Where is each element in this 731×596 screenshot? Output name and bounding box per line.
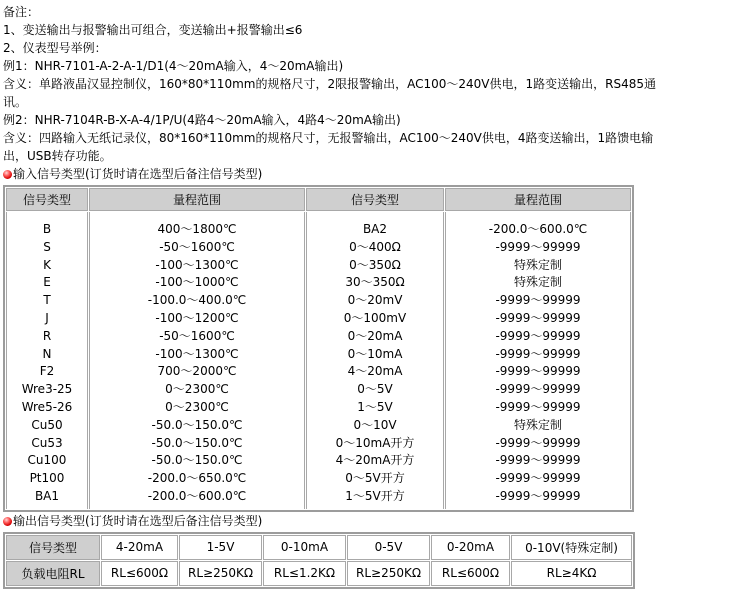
header-range-left: 量程范围 xyxy=(89,188,305,211)
output-signal-type: 0-10V(特殊定制) xyxy=(511,535,632,560)
signal-type-value: S xyxy=(43,239,51,254)
load-resistance-value: RL≥4KΩ xyxy=(511,561,632,586)
signal-type-value: Cu53 xyxy=(31,435,63,450)
signal-type-value: 0～10V xyxy=(353,417,397,432)
range-value: -9999～99999 xyxy=(495,364,581,379)
load-resistance-value: RL≤600Ω xyxy=(431,561,510,586)
red-dot-icon xyxy=(3,517,12,526)
input-section-title xyxy=(3,166,731,183)
signal-type-value: 0～20mV xyxy=(347,293,403,308)
signal-type-value: BA1 xyxy=(34,488,60,503)
output-signal-type: 0-10mA xyxy=(263,535,346,560)
range-value: -9999～99999 xyxy=(495,453,581,468)
range-value: -50.0～150.0℃ xyxy=(151,435,243,450)
signal-type-value: T xyxy=(43,293,51,308)
signal-type-value: 0～10mA开方 xyxy=(335,435,415,450)
column-left-ranges xyxy=(89,212,305,509)
signal-type-value: B xyxy=(42,222,52,236)
range-value: -100～1000℃ xyxy=(155,275,239,290)
left-signal-lines xyxy=(7,221,87,506)
header-signal-type-left: 信号类型 xyxy=(6,188,88,211)
range-value: 400～1800℃ xyxy=(157,222,237,236)
input-table-header-row xyxy=(6,188,631,211)
header-range-right: 量程范围 xyxy=(445,188,631,211)
right-signal-lines xyxy=(307,221,443,506)
note-line: 例1：NHR-7101-A-2-A-1/D1(4～20mA输入，4～20mA输出) xyxy=(3,59,344,73)
range-value: -100～1300℃ xyxy=(155,346,239,361)
range-value: -100～1200℃ xyxy=(155,310,239,325)
range-value: -9999～99999 xyxy=(495,293,581,308)
range-value: 0～2300℃ xyxy=(165,382,229,397)
signal-type-value: N xyxy=(42,346,52,361)
signal-type-value: 1～5V xyxy=(357,399,393,414)
notes-block xyxy=(3,3,731,165)
note-line: 含义：单路液晶汉显控制仪，160*80*110mm的规格尺寸，2限报警输出，AC100～240V供电，1路变送输出，RS485通 xyxy=(3,77,656,91)
signal-type-value: 0～400Ω xyxy=(349,239,401,254)
load-resistance-value: RL≥250KΩ xyxy=(347,561,430,586)
output-load-row xyxy=(6,561,632,586)
column-right-signal-types xyxy=(306,212,444,509)
signal-type-value: R xyxy=(42,328,52,343)
range-value: -50～1600℃ xyxy=(159,328,235,343)
range-value: -9999～99999 xyxy=(495,435,581,450)
signal-type-value: K xyxy=(43,257,51,272)
signal-type-value: 0～5V开方 xyxy=(345,471,405,486)
range-value: -9999～99999 xyxy=(495,471,581,486)
range-value: -9999～99999 xyxy=(495,310,581,325)
output-row-label-load-resistance: 负载电阻RL xyxy=(6,561,100,586)
output-section-title-text: 输出信号类型(订货时请在选型后备注信号类型) xyxy=(13,513,263,528)
range-value: -100.0～400.0℃ xyxy=(147,293,247,308)
signal-type-value: Wre3-25 xyxy=(21,382,73,397)
output-signal-type: 0-20mA xyxy=(431,535,510,560)
load-resistance-value: RL≤1.2KΩ xyxy=(263,561,346,586)
signal-type-value: 0～5V xyxy=(357,382,393,397)
note-line: 备注： xyxy=(3,5,40,19)
note-line: 含义：四路输入无纸记录仪，80*160*110mm的规格尺寸，无报警输出，AC100～240V供电，4路变送输出，1路馈电输 xyxy=(3,131,654,145)
range-value: -9999～99999 xyxy=(495,399,581,414)
note-line: 1、变送输出与报警输出可组合，变送输出+报警输出≤6 xyxy=(3,23,303,37)
output-signal-type: 1-5V xyxy=(179,535,262,560)
signal-type-value: Wre5-26 xyxy=(21,399,73,414)
range-value: -9999～99999 xyxy=(495,328,581,343)
range-value: 特殊定制 xyxy=(513,417,562,432)
signal-type-value: E xyxy=(43,275,51,290)
signal-type-value: BA2 xyxy=(362,222,388,236)
output-signal-type: 4-20mA xyxy=(101,535,178,560)
range-value: 700～2000℃ xyxy=(157,364,237,379)
signal-type-value: 30～350Ω xyxy=(345,275,405,290)
signal-type-value: 1～5V开方 xyxy=(345,488,405,503)
header-signal-type-right: 信号类型 xyxy=(306,188,444,211)
note-line: 出，USB转存功能。 xyxy=(3,149,112,163)
range-value: 特殊定制 xyxy=(513,257,562,272)
range-value: 特殊定制 xyxy=(513,275,562,290)
output-section-title xyxy=(3,513,731,530)
output-signal-row xyxy=(6,535,632,560)
input-table-body-row xyxy=(6,212,631,509)
note-line: 讯。 xyxy=(3,95,28,109)
signal-type-value: 0～10mA xyxy=(347,346,403,361)
signal-type-value: Cu100 xyxy=(27,453,67,468)
column-right-ranges xyxy=(445,212,631,509)
signal-type-value: J xyxy=(45,310,49,325)
left-range-lines xyxy=(90,221,304,506)
range-value: -50.0～150.0℃ xyxy=(151,417,243,432)
range-value: -9999～99999 xyxy=(495,239,581,254)
signal-type-value: 4～20mA开方 xyxy=(335,453,415,468)
signal-type-value: 0～350Ω xyxy=(349,257,401,272)
range-value: -9999～99999 xyxy=(495,346,581,361)
output-row-label-signal-type: 信号类型 xyxy=(6,535,100,560)
red-dot-icon xyxy=(3,170,12,179)
right-range-lines xyxy=(446,221,630,506)
input-section-title-text: 输入信号类型(订货时请在选型后备注信号类型) xyxy=(13,167,263,181)
range-value: -100～1300℃ xyxy=(155,257,239,272)
range-value: -200.0～600.0℃ xyxy=(147,488,247,503)
load-resistance-value: RL≤600Ω xyxy=(101,561,178,586)
range-value: -50～1600℃ xyxy=(159,239,235,254)
range-value: -200.0～600.0℃ xyxy=(488,222,588,236)
range-value: 0～2300℃ xyxy=(165,399,229,414)
signal-type-value: Cu50 xyxy=(31,417,63,432)
note-line: 例2：NHR-7104R-B-X-A-4/1P/U(4路4～20mA输入，4路4～20mA输出) xyxy=(3,113,401,127)
column-left-signal-types xyxy=(6,212,88,509)
range-value: -200.0～650.0℃ xyxy=(147,471,247,486)
range-value: -50.0～150.0℃ xyxy=(151,453,243,468)
signal-type-value: 0～20mA xyxy=(347,328,403,343)
output-signal-table xyxy=(3,532,635,589)
signal-type-value: Pt100 xyxy=(29,471,65,486)
signal-type-value: F2 xyxy=(39,364,55,379)
note-line: 2、仪表型号举例： xyxy=(3,41,107,55)
range-value: -9999～99999 xyxy=(495,488,581,503)
signal-type-value: 0～100mV xyxy=(343,310,407,325)
signal-type-value: 4～20mA xyxy=(347,364,403,379)
range-value: -9999～99999 xyxy=(495,382,581,397)
input-signal-table xyxy=(3,185,634,512)
load-resistance-value: RL≥250KΩ xyxy=(179,561,262,586)
output-signal-type: 0-5V xyxy=(347,535,430,560)
